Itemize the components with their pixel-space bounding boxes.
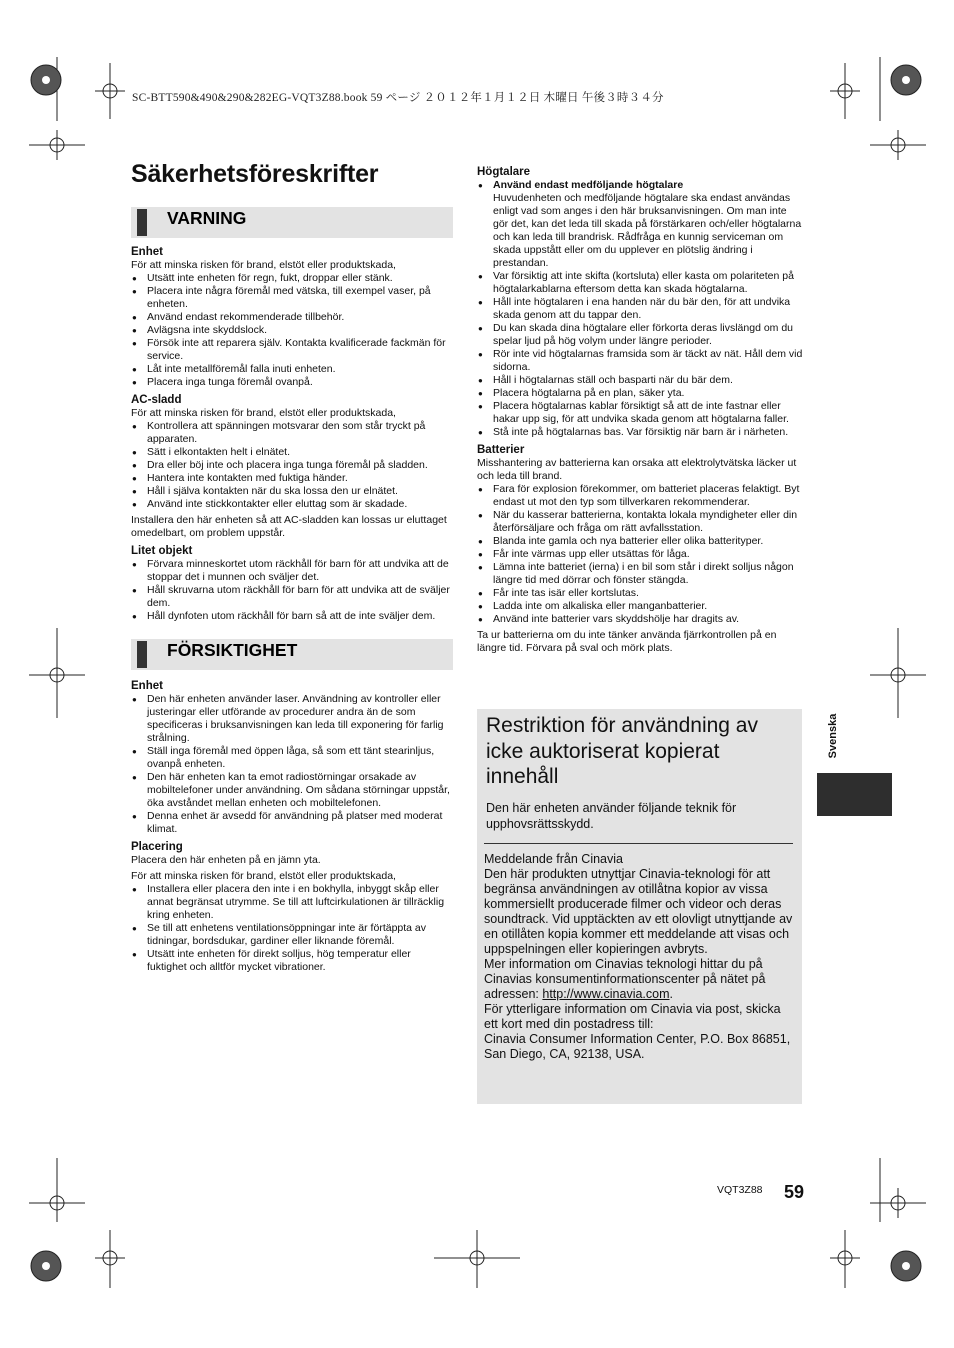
language-side-tab: Svenska xyxy=(827,713,839,759)
warning-ac-list xyxy=(131,420,453,511)
document-code: VQT3Z88 xyxy=(717,1184,763,1196)
caution-placement-title: Placering xyxy=(131,841,183,853)
cinavia-info xyxy=(484,957,796,1002)
side-tab-block xyxy=(817,773,892,816)
list-item: ● Utsätt inte enheten för regn, fukt, droppar eller stänk. xyxy=(131,272,453,285)
list-item: ● Blanda inte gamla och nya batterier eller olika batterityper. xyxy=(477,535,804,548)
list-item: ● Håll skruvarna utom räckhåll för barn för att undvika att de sväljer dem. xyxy=(131,584,453,610)
heading-bar xyxy=(137,209,147,236)
speakers-title: Högtalare xyxy=(477,166,531,178)
list-item: ● Använd inte batterier vars skyddshölje har dragits av. xyxy=(477,613,804,626)
list-item: ● Får inte värmas upp eller utsättas för låga. xyxy=(477,548,804,561)
list-item: ● Får inte tas isär eller kortslutas. xyxy=(477,587,804,600)
list-item: ● Placera högtalarnas kablar försiktigt så att de inte fastnar eller hakar upp sig, för att undvika skada genom att högtalarna faller. xyxy=(477,400,804,426)
list-item: ● Se till att enhetens ventilationsöppningar inte är förtäppta av tidningar, bordsdukar, gardiner eller liknande föremål. xyxy=(131,922,453,948)
list-item: ● Håll dynfoten utom räckhåll för barn så att de inte sväljer dem. xyxy=(131,610,453,623)
caution-unit-list xyxy=(131,693,453,836)
batteries-list xyxy=(477,483,804,626)
cinavia-notice-title: Meddelande från Cinavia xyxy=(484,852,623,866)
list-item: ● Använd endast rekommenderade tillbehör. xyxy=(131,311,453,324)
print-header-line: SC-BTT590&490&290&282EG-VQT3Z88.book 59 ページ ２０１２年１月１２日 木曜日 午後３時３４分 xyxy=(132,92,664,104)
cinavia-link[interactable]: http://www.cinavia.com xyxy=(542,987,670,1001)
list-item: ● Placera inte några föremål med vätska, till exempel vaser, på enheten. xyxy=(131,285,453,311)
list-item: ● Kontrollera att spänningen motsvarar den som står tryckt på apparaten. xyxy=(131,420,453,446)
batteries-title: Batterier xyxy=(477,444,525,456)
cinavia-info-suffix: . xyxy=(669,987,673,1001)
caution-heading: FÖRSIKTIGHET xyxy=(167,640,298,660)
list-item: ● Denna enhet är avsedd för användning på platser med moderat klimat. xyxy=(131,810,453,836)
warning-small-title: Litet objekt xyxy=(131,545,193,557)
list-item: ● Använd endast medföljande högtalare xyxy=(477,179,804,192)
list-item: ● Håll inte högtalaren i ena handen när du bär den, för att undvika skada genom att du tappar den. xyxy=(477,296,804,322)
caution-unit-title: Enhet xyxy=(131,680,163,692)
warning-ac-title: AC-sladd xyxy=(131,394,182,406)
list-item: ● Ladda inte om alkaliska eller manganbatterier. xyxy=(477,600,804,613)
list-item: ● Låt inte metallföremål falla inuti enheten. xyxy=(131,363,453,376)
caution-placement-intro: För att minska risken för brand, elstöt eller produktskada, xyxy=(131,870,396,882)
right-column xyxy=(477,166,804,655)
divider xyxy=(484,843,793,844)
warning-unit-list xyxy=(131,272,453,389)
restriction-intro: Den här enheten använder följande teknik för upphovsrättsskydd. xyxy=(486,801,737,831)
list-item: ● Du kan skada dina högtalare eller förkorta deras livslängd om du spelar ljud på hög volym under längre perioder. xyxy=(477,322,804,348)
speakers-list xyxy=(477,179,804,192)
list-item: ● Avlägsna inte skyddslock. xyxy=(131,324,453,337)
warning-ac-note: Installera den här enheten så att AC-sladden kan lossas ur eluttaget omedelbart, om problem uppstår. xyxy=(131,514,447,539)
page-number: 59 xyxy=(784,1182,805,1202)
cinavia-info-prefix: Mer information om Cinavias teknologi hittar du på Cinavias konsumentinformationscenter på nätet på adressen: xyxy=(484,957,766,1001)
cinavia-notice-body: Den här produkten utnyttjar Cinavia-teknologi för att begränsa användningen av otillåtna kopior av vissa kommersiellt producerade filmer och videor och deras soundtrack. Vid upptäckten av ett olovligt utnyttjande av en otillåten kopia kommer ett meddelande att visas och uppspelningen eller kopieringen avbryts. xyxy=(484,867,793,956)
list-item: ● Hantera inte kontakten med fuktiga händer. xyxy=(131,472,453,485)
list-item: ● Fara för explosion förekommer, om batteriet placeras felaktigt. Byt endast ut mot den typ som tillverkaren rekommenderar. xyxy=(477,483,804,509)
list-item: ● Den här enheten använder laser. Användning av kontroller eller justeringar eller utförande av procedurer andra än de som specificeras i bruksanvisningen kan leda till exponering för farlig strålning. xyxy=(131,693,453,745)
list-item: ● Stå inte på högtalarnas bas. Var försiktig när barn är i närheten. xyxy=(477,426,804,439)
caution-placement-line: Placera den här enheten på en jämn yta. xyxy=(131,854,321,866)
cinavia-address: Cinavia Consumer Information Center, P.O. Box 86851, San Diego, CA, 92138, USA. xyxy=(484,1032,791,1061)
list-item: ● Rör inte vid högtalarnas framsida som är täckt av nät. Håll dem vid sidorna. xyxy=(477,348,804,374)
batteries-note: Ta ur batterierna om du inte tänker använda fjärrkontrollen på en längre tid. Förvara på sval och mörk plats. xyxy=(477,629,777,654)
list-item: ● Sätt i elkontakten helt i elnätet. xyxy=(131,446,453,459)
warning-unit-title: Enhet xyxy=(131,246,163,258)
warning-heading-band xyxy=(131,207,453,238)
list-item: ● När du kasserar batterierna, kontakta lokala myndigheter eller din återförsäljare och fråga om rätt avfallsstation. xyxy=(477,509,804,535)
cinavia-post-text: För ytterligare information om Cinavia via post, skicka ett kort med din postadress till: xyxy=(484,1002,781,1031)
warning-unit-intro: För att minska risken för brand, elstöt eller produktskada, xyxy=(131,259,396,271)
list-item: ● Utsätt inte enheten för direkt solljus, hög temperatur eller fuktighet och alltför mycket vibrationer. xyxy=(131,948,453,974)
list-item: ● Försök inte att reparera själv. Kontakta kvalificerade fackmän för service. xyxy=(131,337,453,363)
batteries-intro: Misshantering av batterierna kan orsaka att elektrolytvätska läcker ut och leda till brand. xyxy=(477,457,797,482)
left-column xyxy=(131,207,453,974)
list-item: ● Var försiktig att inte skifta (kortsluta) eller kasta om polariteten på högtalarkablarna eftersom detta kan skada högtalarna. xyxy=(477,270,804,296)
speakers-first-detail: Huvudenheten och medföljande högtalare ska endast användas enligt vad som anges i den här bruksanvisningen. Om man inte gör det, kan det leda till skada på förstärkaren och/eller högtalarna och kan leda till brandrisk. Rådfråga en kunnig serviceman om skada uppstått eller om du upplever en plötslig ändring i prestandan. xyxy=(493,192,802,269)
caution-placement-list xyxy=(131,883,453,974)
restriction-box xyxy=(477,709,802,1104)
list-item: ● Placera inga tunga föremål ovanpå. xyxy=(131,376,453,389)
list-item: ● Använd inte stickkontakter eller eluttag som är skadade. xyxy=(131,498,453,511)
list-item: ● Ställ inga föremål med öppen låga, så som ett tänt stearinljus, ovanpå enheten. xyxy=(131,745,453,771)
warning-ac-intro: För att minska risken för brand, elstöt eller produktskada, xyxy=(131,407,396,419)
list-item: ● Installera eller placera den inte i en bokhylla, inbyggt skåp eller annat begränsat utrymme. Se till att luftcirkulationen är tillräcklig kring enheten. xyxy=(131,883,453,922)
speakers-list-rest xyxy=(477,270,804,439)
list-item: ● Den här enheten kan ta emot radiostörningar orsakade av mobiltelefoner under användning. Om sådana störningar uppstår, öka avståndet mellan enheten och mobiltelefonen. xyxy=(131,771,453,810)
list-item: ● Placera högtalarna på en plan, säker yta. xyxy=(477,387,804,400)
restriction-heading: Restriktion för användning av icke auktoriserat kopierat innehåll xyxy=(486,714,758,788)
warning-heading: VARNING xyxy=(167,208,247,228)
caution-heading-band xyxy=(131,639,453,670)
page-title: Säkerhetsföreskrifter xyxy=(131,160,379,188)
list-item: ● Lämna inte batteriet (ierna) i en bil som står i direkt solljus någon längre tid med dörrar och fönster stängda. xyxy=(477,561,804,587)
list-item: ● Förvara minneskortet utom räckhåll för barn för att undvika att de stoppar det i munnen och sväljer det. xyxy=(131,558,453,584)
list-item: ● Håll i högtalarnas ställ och basparti när du bär dem. xyxy=(477,374,804,387)
list-item: ● Håll i själva kontakten när du ska lossa den ur elnätet. xyxy=(131,485,453,498)
warning-small-list xyxy=(131,558,453,623)
heading-bar xyxy=(137,641,147,668)
cinavia-notice xyxy=(484,852,796,1062)
list-item: ● Dra eller böj inte och placera inga tunga föremål på sladden. xyxy=(131,459,453,472)
